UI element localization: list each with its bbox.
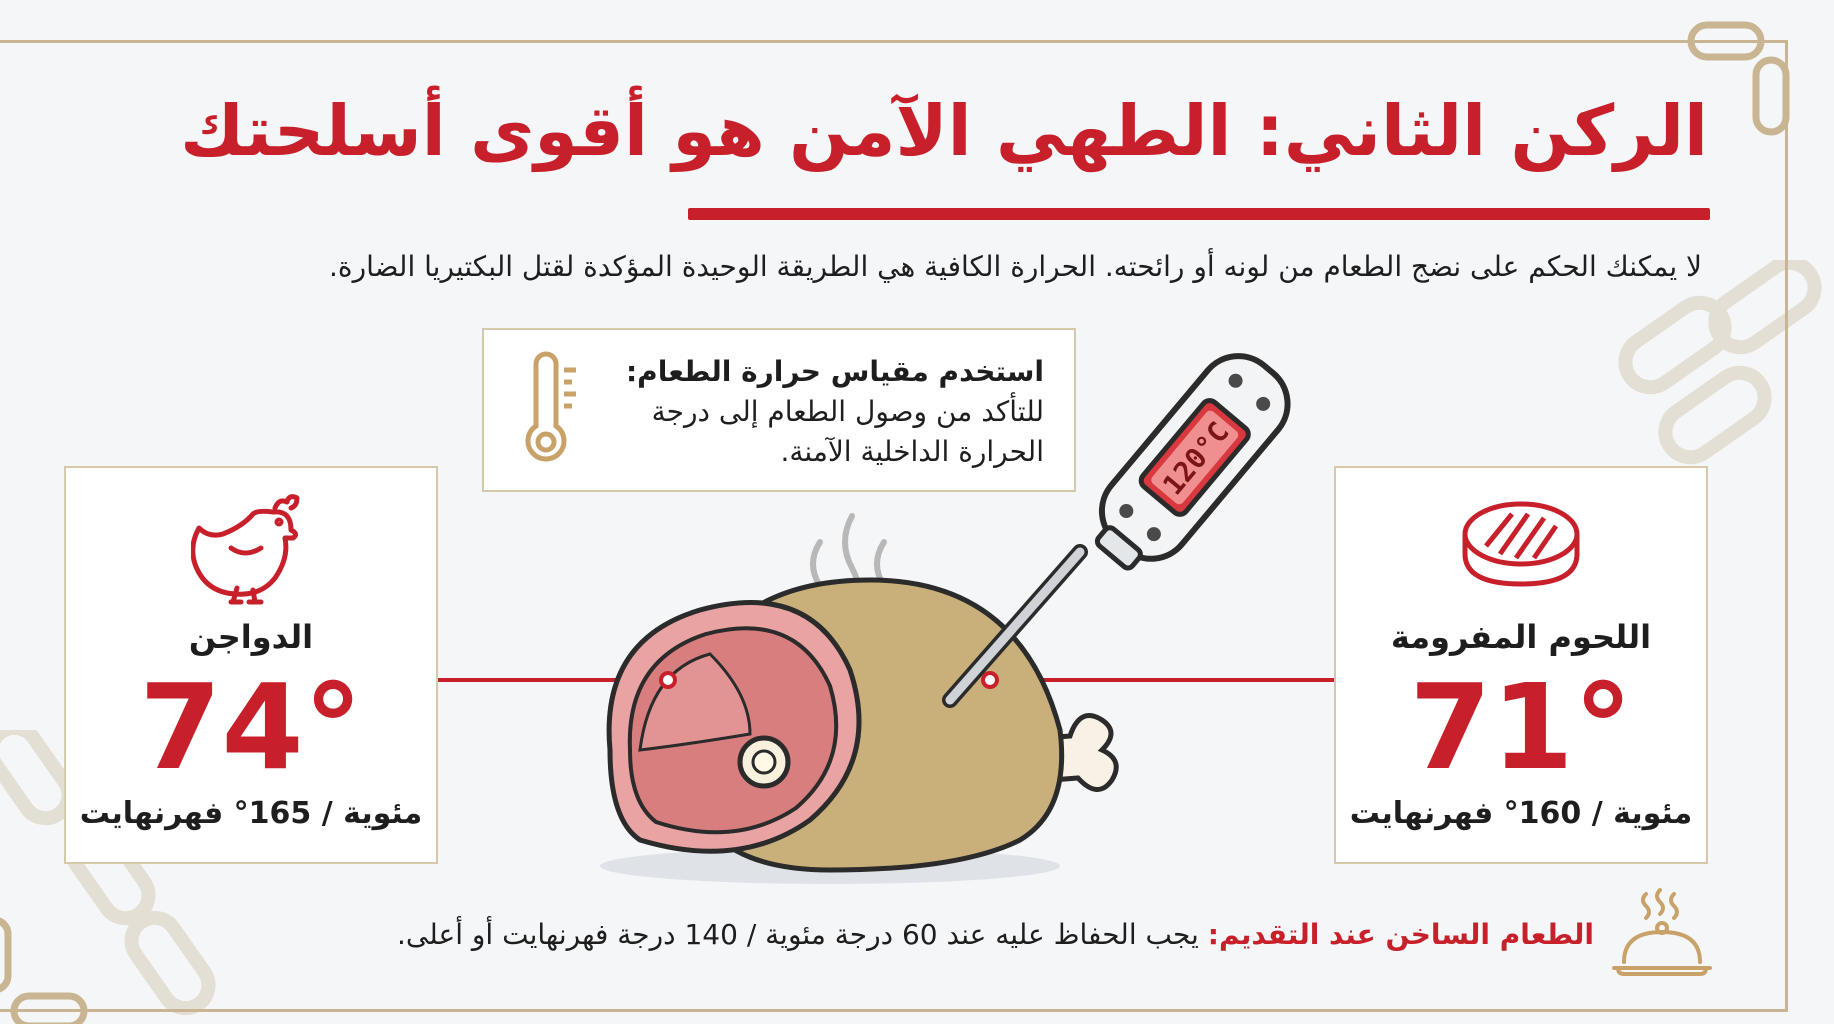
note-highlight: الطعام الساخن عند التقديم: [1207, 918, 1594, 951]
connector-dot-left [659, 671, 677, 689]
patty-icon [1456, 488, 1586, 598]
tip-line-2: الحرارة الداخلية الآمنة. [780, 435, 1044, 468]
hot-holding-note [194, 918, 1594, 951]
thermometer-icon [518, 350, 588, 474]
card-label: اللحوم المفرومة [1390, 618, 1652, 656]
card-subtext: مئوية / 165° فهرنهايت [79, 796, 423, 831]
cloche-icon [1610, 888, 1714, 978]
ground-meat-card [1334, 466, 1708, 864]
thermometer-readout: 120°C [1156, 415, 1236, 502]
chain-corner-icon [0, 900, 96, 1024]
card-label: الدواجن [188, 618, 314, 656]
page-title: الركن الثاني: الطهي الآمن هو أقوى أسلحتك [180, 90, 1708, 172]
page-subtitle: لا يمكنك الحكم على نضج الطعام من لونه أو رائحته. الحرارة الكافية هي الطريقة الوحيدة المؤكدة لقتل البكتيريا الضارة. [329, 250, 1702, 283]
card-subtext: مئوية / 160° فهرنهايت [1349, 796, 1693, 831]
card-temperature: 71° [1409, 658, 1633, 796]
poultry-card [64, 466, 438, 864]
connector-dot-right [981, 671, 999, 689]
note-text: يجب الحفاظ عليه عند 60 درجة مئوية / 140 درجة فهرنهايت أو أعلى. [397, 918, 1208, 951]
tip-line-1: للتأكد من وصول الطعام إلى درجة [651, 395, 1044, 428]
card-temperature: 74° [139, 658, 363, 796]
chain-decoration-icon [1600, 260, 1834, 480]
tip-heading: استخدم مقياس حرارة الطعام: [625, 355, 1044, 388]
chicken-icon [191, 488, 311, 606]
title-underline [688, 208, 1710, 220]
meat-with-thermometer-illustration [580, 330, 1340, 900]
